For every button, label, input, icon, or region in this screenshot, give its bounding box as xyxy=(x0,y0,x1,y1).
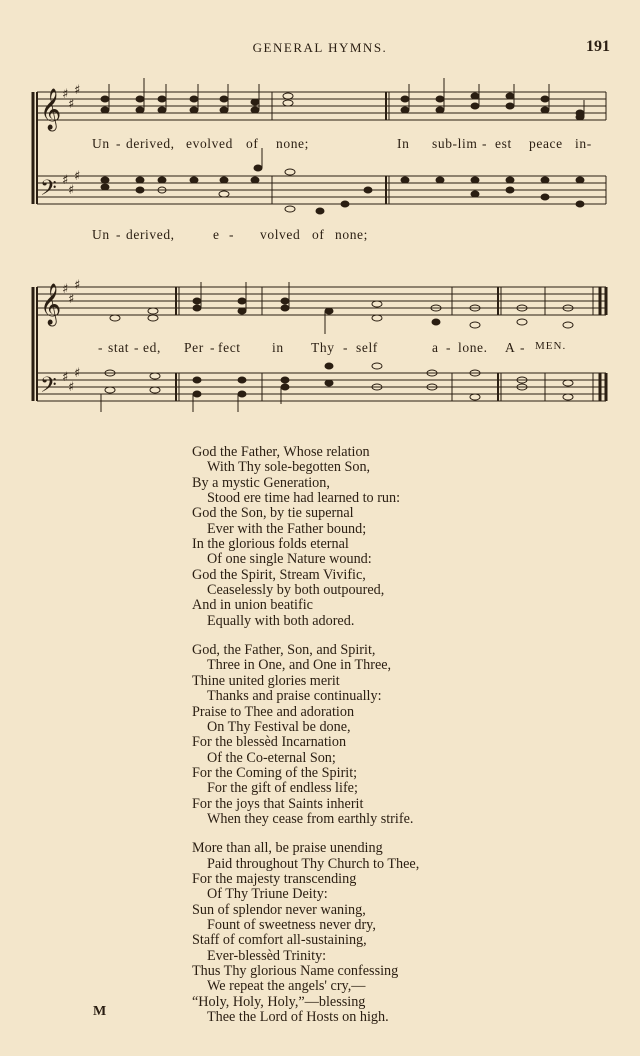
lyric-syllable: none; xyxy=(335,227,368,242)
treble-clef-icon: 𝄞 xyxy=(40,89,62,130)
verse-line: Of the Co-eternal Son; xyxy=(207,749,336,766)
lyric-hyphen: - xyxy=(229,227,235,242)
lyric-syllable: fect xyxy=(218,340,241,355)
verse-line: In the glorious folds eternal xyxy=(192,536,349,553)
lyric-syllable: in- xyxy=(575,136,592,151)
sharp-icon: ♯ xyxy=(74,83,81,98)
system1-treble-staff xyxy=(37,92,606,120)
lyric-syllable: ed, xyxy=(143,340,161,355)
lyric-syllable: MEN. xyxy=(535,340,567,352)
sharp-icon: ♯ xyxy=(62,87,69,102)
verse-line: God the Son, by tie supernal xyxy=(192,505,354,522)
verse-line: For the majesty transcending xyxy=(192,870,357,887)
lyric-syllable: volved xyxy=(260,227,301,242)
verse-line: We repeat the angels' cry,— xyxy=(207,978,366,995)
verse-line: With Thy sole-begotten Son, xyxy=(207,459,371,476)
lyric-hyphen: - xyxy=(446,340,452,355)
verse-line: God the Spirit, Stream Vivific, xyxy=(192,566,366,583)
sharp-icon: ♯ xyxy=(68,380,75,395)
verse-line: For the Coming of the Spirit; xyxy=(192,764,358,781)
lyric-syllable: evolved xyxy=(186,136,233,151)
lyric-hyphen: - xyxy=(482,136,488,151)
lyric-hyphen: - xyxy=(134,340,140,355)
verse-line: Of Thy Triune Deity: xyxy=(207,886,328,903)
verse-line: God, the Father, Son, and Spirit, xyxy=(192,642,376,659)
lyric-syllable: Un xyxy=(92,227,110,242)
sharp-icon: ♯ xyxy=(68,97,75,112)
verse-line: For the gift of endless life; xyxy=(207,780,358,797)
stanza xyxy=(192,841,419,1025)
verse-line: Staff of comfort all-sustaining, xyxy=(192,932,367,949)
hymn-verses xyxy=(192,445,419,1039)
verse-line: Equally with both adored. xyxy=(207,612,355,629)
sharp-icon: ♯ xyxy=(74,366,81,381)
verse-line: Fount of sweetness never dry, xyxy=(207,916,376,933)
sharp-icon: ♯ xyxy=(68,183,75,198)
verse-line: On Thy Festival be done, xyxy=(207,718,351,735)
lyric-syllable: lone. xyxy=(458,340,488,355)
stanza xyxy=(192,643,419,827)
system1-bass-staff xyxy=(37,176,606,204)
bass-clef-icon: 𝄢 xyxy=(40,373,57,403)
verse-line: Ever with the Father bound; xyxy=(207,520,367,537)
lyric-hyphen: - xyxy=(98,340,104,355)
bass-clef-icon: 𝄢 xyxy=(40,176,57,206)
signature-mark: M xyxy=(93,1004,107,1019)
verse-line: Ever-blessèd Trinity: xyxy=(207,947,327,964)
verse-line: For the joys that Saints inherit xyxy=(192,795,364,812)
lyric-syllable: derived, xyxy=(126,136,175,151)
lyric-syllable: Un xyxy=(92,136,110,151)
lyric-hyphen: - xyxy=(116,227,122,242)
page-number: 191 xyxy=(586,38,610,55)
lyric-syllable: est xyxy=(495,136,512,151)
lyric-syllable: A xyxy=(505,340,516,355)
verse-line: For the blessèd Incarnation xyxy=(192,734,347,751)
lyric-hyphen: - xyxy=(520,340,526,355)
verse-line: “Holy, Holy, Holy,”—blessing xyxy=(192,993,366,1010)
lyric-syllable: Per xyxy=(184,340,204,355)
verse-line: Sun of splendor never waning, xyxy=(192,901,366,918)
running-header: GENERAL HYMNS. xyxy=(252,40,388,55)
lyric-hyphen: - xyxy=(210,340,216,355)
lyric-syllable: in xyxy=(272,340,284,355)
lyric-syllable: peace xyxy=(529,136,563,151)
verse-line: Three in One, and One in Three, xyxy=(207,657,392,674)
lyric-hyphen: - xyxy=(116,136,122,151)
lyric-syllable: In xyxy=(397,136,410,151)
lyric-syllable: a xyxy=(432,340,439,355)
verse-line: Paid throughout Thy Church to Thee, xyxy=(207,855,420,872)
lyric-syllable: stat xyxy=(108,340,130,355)
treble-clef-icon: 𝄞 xyxy=(40,284,62,325)
lyric-hyphen: - xyxy=(343,340,349,355)
verse-line: Thine united glories merit xyxy=(192,672,340,689)
stanza xyxy=(192,445,419,629)
sharp-icon: ♯ xyxy=(74,169,81,184)
lyric-syllable: none; xyxy=(276,136,309,151)
lyric-syllable: self xyxy=(356,340,378,355)
sharp-icon: ♯ xyxy=(62,282,69,297)
sharp-icon: ♯ xyxy=(74,278,81,293)
lyric-syllable: Thy xyxy=(311,340,335,355)
sharp-icon: ♯ xyxy=(62,173,69,188)
verse-line: Thee the Lord of Hosts on high. xyxy=(207,1009,389,1026)
music-score xyxy=(0,0,640,420)
verse-line: Praise to Thee and adoration xyxy=(192,703,355,720)
verse-line: God the Father, Whose relation xyxy=(192,444,370,460)
verse-line: Thanks and praise continually: xyxy=(207,688,382,705)
lyric-syllable: derived, xyxy=(126,227,175,242)
verse-line: Of one single Nature wound: xyxy=(207,551,372,568)
verse-line: And in union beatific xyxy=(192,597,313,614)
verse-line: Stood ere time had learned to run: xyxy=(207,490,401,507)
verse-line: More than all, be praise unending xyxy=(192,840,383,857)
lyric-syllable: of xyxy=(312,227,325,242)
lyric-syllable: e xyxy=(213,227,220,242)
lyric-syllable: sub-lim xyxy=(432,136,478,151)
sharp-icon: ♯ xyxy=(62,370,69,385)
lyric-syllable: of xyxy=(246,136,259,151)
verse-line: Ceaselessly by both outpoured, xyxy=(207,582,385,599)
verse-line: When they cease from earthly strife. xyxy=(207,810,414,827)
verse-line: By a mystic Generation, xyxy=(192,474,330,491)
verse-line: Thus Thy glorious Name confessing xyxy=(192,963,399,979)
sharp-icon: ♯ xyxy=(68,292,75,307)
